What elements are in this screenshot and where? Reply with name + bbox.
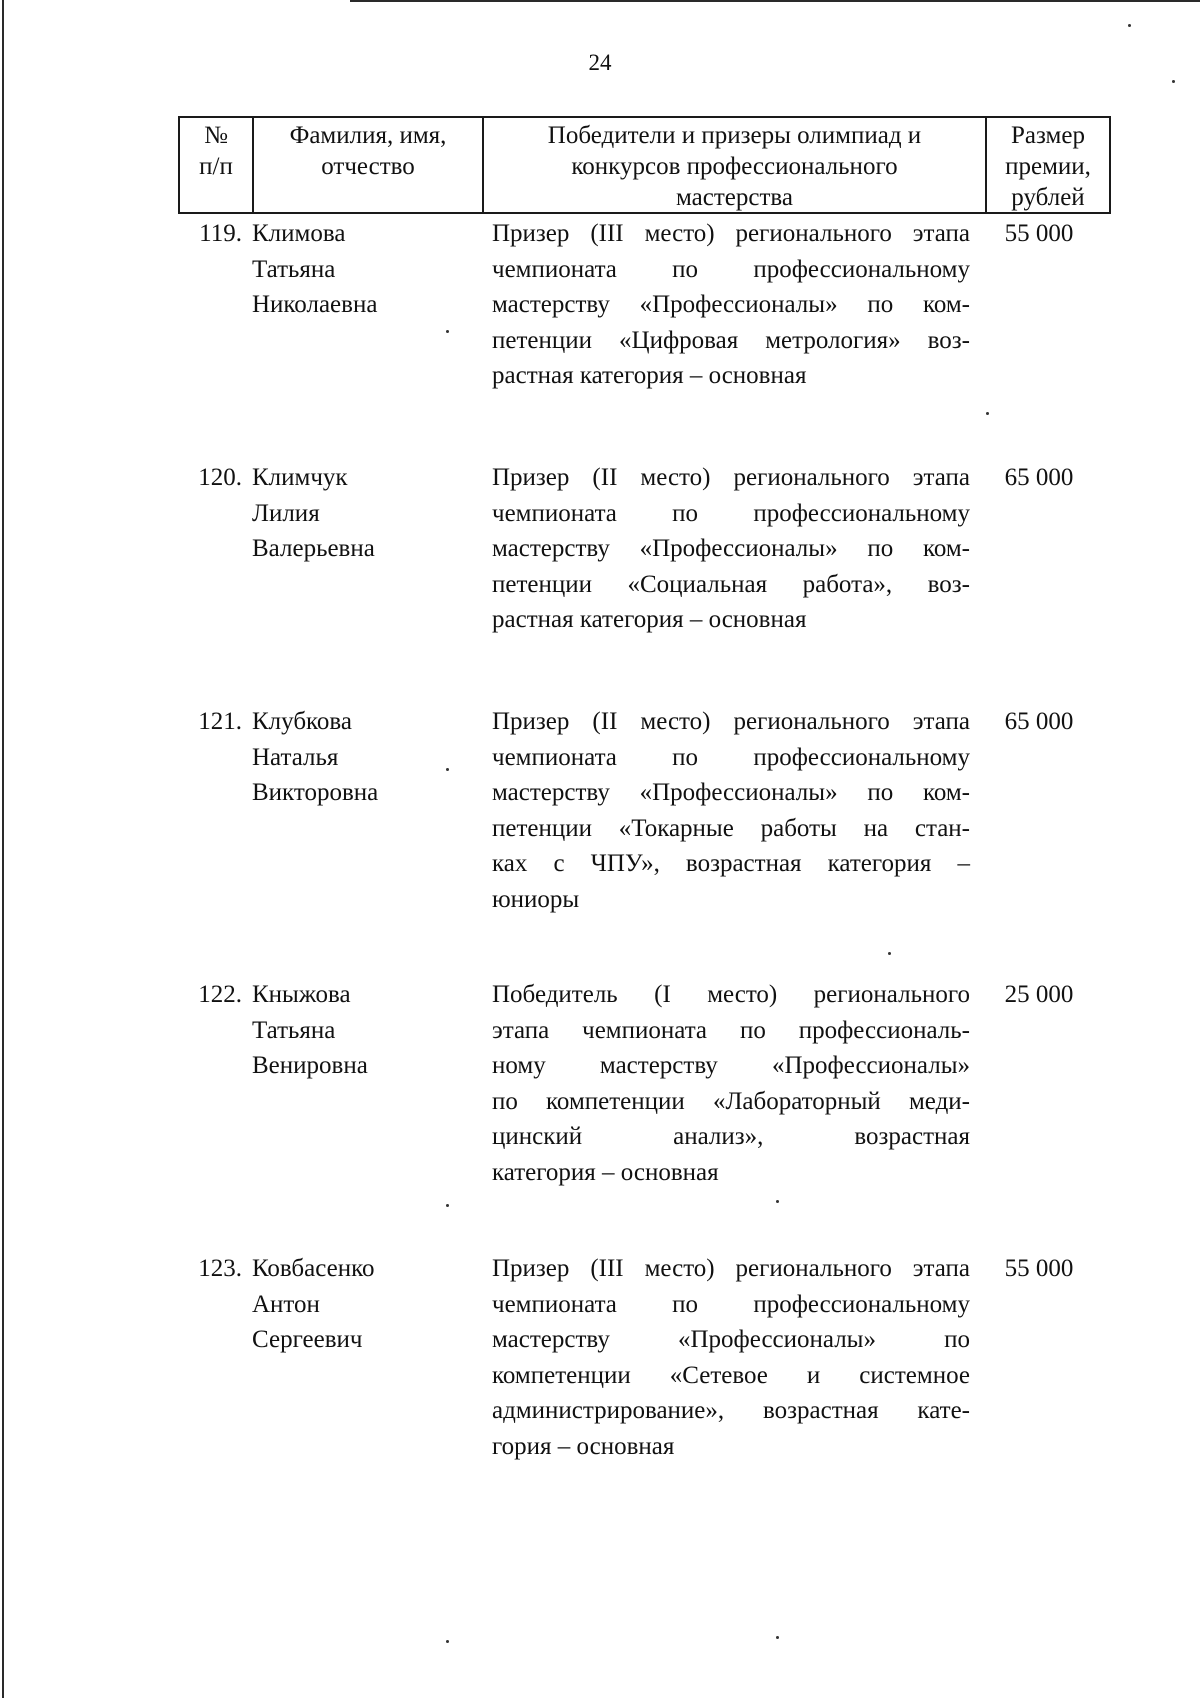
row-number: 121. [198, 708, 242, 735]
scan-speck [888, 952, 891, 955]
scan-speck [446, 330, 449, 333]
row-number: 119. [199, 220, 242, 247]
row-description: Призер (II место) регионального этапа чемпионата по профессиональному мастерству «Профессионалы» по ком- петенции «Токарные работы на стан- ках с ЧПУ», возрастная категория – юниоры [492, 708, 970, 913]
row-prize: 55 000 [1004, 220, 1074, 247]
header-num: № п/п [199, 122, 233, 180]
row-name: Кныжова Татьяна Венировна [252, 981, 368, 1079]
row-number: 122. [198, 981, 242, 1008]
row-description: Победитель (I место) регионального этапа чемпионата по профессиональ- ному мастерству «Профессионалы» по компетенции «Лабораторный меди- цинский анализ», возрастная категория – основная [492, 981, 970, 1186]
row-description: Призер (III место) регионального этапа чемпионата по профессиональному мастерству «Профессионалы» по ком- петенции «Цифровая метрология» воз- растная категория – основная [492, 220, 970, 389]
row-description: Призер (II место) регионального этапа чемпионата по профессиональному мастерству «Профессионалы» по ком- петенции «Социальная работа», воз- растная категория – основная [492, 464, 970, 633]
scan-speck [446, 768, 449, 771]
scan-speck [446, 1204, 449, 1207]
row-number: 123. [198, 1255, 242, 1282]
scan-edge-top [350, 0, 1200, 2]
row-description: Призер (III место) регионального этапа чемпионата по профессиональному мастерству «Профессионалы» по компетенции «Сетевое и системное администрирование», возрастная кате- гория – основная [492, 1255, 970, 1460]
row-name: Климова Татьяна Николаевна [252, 220, 378, 318]
table [178, 116, 1111, 214]
row-name: Ковбасенко Антон Сергеевич [252, 1255, 375, 1353]
scan-edge-left [2, 0, 4, 1698]
header-prize: Размер премии, рублей [985, 118, 1109, 212]
table-row [178, 216, 1094, 394]
row-prize: 65 000 [1004, 708, 1074, 735]
row-number: 120. [198, 464, 242, 491]
scan-speck [1128, 24, 1131, 27]
scan-speck [776, 1636, 779, 1639]
row-name: Климчук Лилия Валерьевна [252, 464, 375, 562]
scan-speck [446, 1640, 449, 1643]
table-header [178, 116, 1111, 214]
scan-speck [986, 412, 989, 415]
row-name: Клубкова Наталья Викторовна [252, 708, 379, 806]
scan-speck [776, 1200, 779, 1203]
header-description: Победители и призеры олимпиад и конкурсов профессионального мастерства [482, 118, 985, 212]
scan-speck [1172, 80, 1175, 83]
row-prize: 65 000 [1004, 464, 1074, 491]
row-prize: 25 000 [1004, 981, 1074, 1008]
table-row [178, 1251, 1094, 1464]
header-name: Фамилия, имя, отчество [252, 118, 482, 212]
table-row [178, 704, 1094, 917]
page-number: 24 [588, 50, 612, 75]
table-row [178, 460, 1094, 638]
row-prize: 55 000 [1004, 1255, 1074, 1282]
table-row [178, 977, 1094, 1190]
